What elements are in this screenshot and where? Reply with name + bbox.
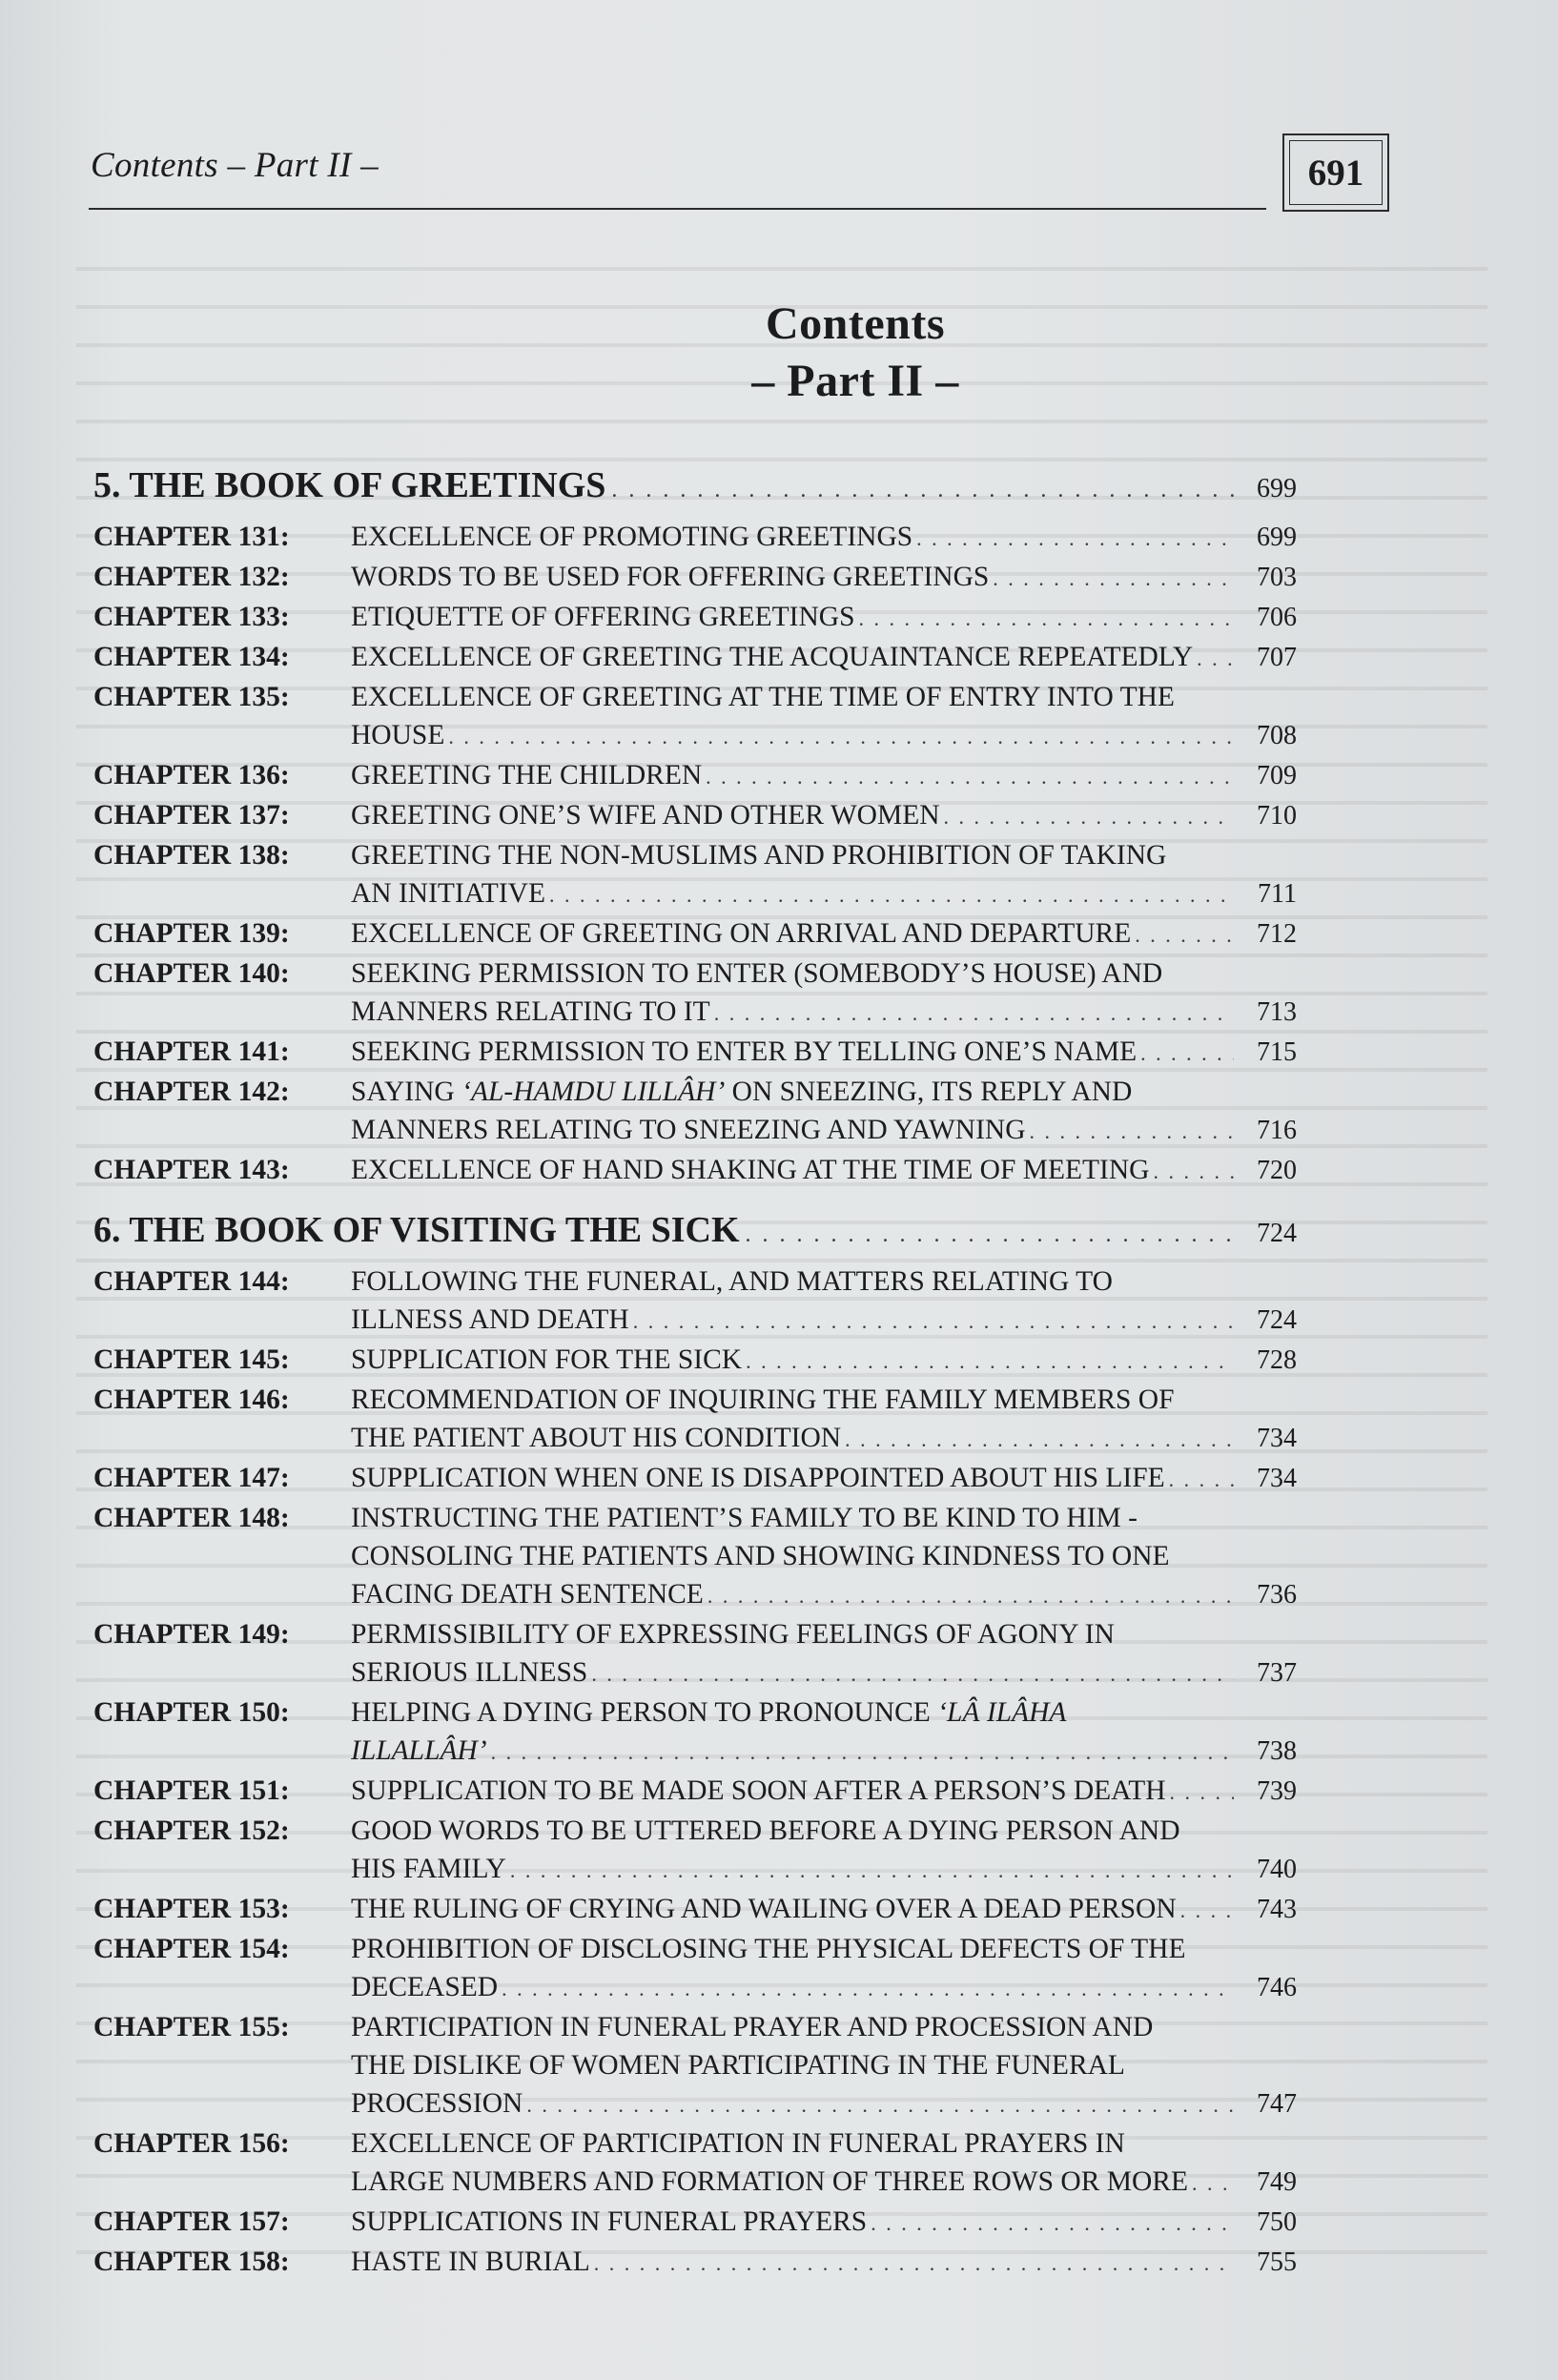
chapter-title: [351, 836, 1297, 914]
chapter-title: [351, 2124, 1297, 2203]
chapter-page-number: 699: [1257, 523, 1297, 552]
book-heading: [93, 463, 1297, 512]
chapter-page-number: 749: [1257, 2167, 1297, 2197]
chapter-title-line: THE RULING OF CRYING AND WAILING OVER A DEAD PERSON: [351, 1894, 1177, 1924]
toc-entry: [93, 756, 1297, 796]
chapter-title-line: HOUSE: [351, 720, 445, 750]
toc-entry: [93, 1341, 1297, 1381]
chapter-title-last-line: [351, 756, 1297, 796]
dot-leader: [448, 718, 1234, 756]
book-title: 5. THE BOOK OF GREETINGS: [93, 465, 606, 505]
chapter-label: CHAPTER 150:: [93, 1697, 290, 1728]
chapter-page-number: 739: [1257, 1776, 1297, 1806]
chapter-page-number: 755: [1257, 2247, 1297, 2277]
toc-entry: [93, 558, 1297, 598]
chapter-page-number: 712: [1257, 919, 1297, 949]
dot-leader: [993, 560, 1234, 598]
chapter-page-number: 709: [1257, 761, 1297, 790]
toc-entry: [93, 1615, 1297, 1693]
toc-entry: [93, 2203, 1297, 2243]
chapter-page-number: 747: [1257, 2089, 1297, 2119]
chapter-page-number: 710: [1257, 801, 1297, 831]
toc-entry: [93, 1890, 1297, 1930]
dot-leader: [1180, 1892, 1234, 1930]
chapter-title: [351, 1459, 1297, 1499]
chapter-title-last-line: [351, 1732, 1297, 1772]
chapter-title-line: RECOMMENDATION OF INQUIRING THE FAMILY MEMBERS OF: [351, 1385, 1175, 1415]
chapter-label: CHAPTER 145:: [93, 1344, 290, 1375]
dot-leader: [510, 1852, 1234, 1890]
toc-entry: [93, 796, 1297, 836]
chapter-label: CHAPTER 148:: [93, 1503, 290, 1533]
chapter-page-number: 737: [1257, 1658, 1297, 1688]
chapter-title-line: INSTRUCTING THE PATIENT’S FAMILY TO BE KIND TO HIM -: [351, 1503, 1138, 1533]
toc-entry: [93, 914, 1297, 954]
book-page-number: 724: [1257, 1219, 1297, 1248]
chapter-page-number: 750: [1257, 2207, 1297, 2237]
chapter-page-number: 734: [1257, 1424, 1297, 1453]
toc-entry: [93, 1772, 1297, 1812]
chapter-title-line: ETIQUETTE OF OFFERING GREETINGS: [351, 602, 855, 632]
chapter-title: [351, 678, 1297, 756]
chapter-title-line: SUPPLICATION TO BE MADE SOON AFTER A PERSON’S DEATH: [351, 1775, 1166, 1806]
chapter-title-line: SAYING ‘AL-HAMDU LILLÂH’ ON SNEEZING, ITS REPLY AND: [351, 1077, 1133, 1107]
dot-leader: [611, 468, 1241, 512]
chapter-title: [351, 1812, 1297, 1890]
chapter-title-line: DECEASED: [351, 1972, 499, 2002]
chapter-title-last-line: [351, 1772, 1297, 1812]
chapter-title: [351, 1499, 1297, 1615]
running-header: Contents – Part II –: [91, 146, 379, 185]
chapter-title-last-line: [351, 518, 1297, 558]
toc-entry: [93, 1499, 1297, 1615]
dot-leader: [746, 1213, 1241, 1257]
chapter-label: CHAPTER 156:: [93, 2128, 290, 2159]
toc-entry: [93, 836, 1297, 914]
chapter-title-last-line: [351, 1575, 1297, 1615]
chapter-title: [351, 518, 1297, 558]
chapter-title: [351, 2243, 1297, 2283]
chapter-title-last-line: [351, 558, 1297, 598]
chapter-page-number: 716: [1257, 1116, 1297, 1145]
toc-entry: [93, 954, 1297, 1033]
chapter-page-number: 713: [1257, 997, 1297, 1027]
toc-entry: [93, 1381, 1297, 1459]
chapter-title-line: THE DISLIKE OF WOMEN PARTICIPATING IN THE FUNERAL: [351, 2050, 1125, 2081]
toc-entry: [93, 1459, 1297, 1499]
chapter-title: [351, 1615, 1297, 1693]
chapter-title-last-line: [351, 1151, 1297, 1191]
chapter-label: CHAPTER 153:: [93, 1894, 290, 1924]
chapter-title-line: HIS FAMILY: [351, 1854, 506, 1884]
dot-leader: [594, 2245, 1234, 2283]
header-rule: [89, 208, 1266, 210]
chapter-page-number: 734: [1257, 1464, 1297, 1493]
chapter-label: CHAPTER 140:: [93, 958, 290, 989]
chapter-title-line: GREETING THE NON-MUSLIMS AND PROHIBITION OF TAKING: [351, 840, 1167, 871]
chapter-title-line: SUPPLICATION FOR THE SICK: [351, 1344, 743, 1375]
dot-leader: [859, 600, 1234, 638]
dot-leader: [714, 995, 1234, 1033]
chapter-title-line: ILLNESS AND DEATH: [351, 1304, 629, 1335]
chapter-title: [351, 1262, 1297, 1341]
chapter-title: [351, 1381, 1297, 1459]
chapter-label: CHAPTER 136:: [93, 760, 290, 790]
chapter-title: [351, 1151, 1297, 1191]
chapter-page-number: 706: [1257, 603, 1297, 632]
toc-entry: [93, 598, 1297, 638]
chapter-title: [351, 2203, 1297, 2243]
chapter-title-last-line: [351, 1341, 1297, 1381]
chapter-title-line: EXCELLENCE OF GREETING AT THE TIME OF ENTRY INTO THE: [351, 682, 1175, 712]
chapter-title-last-line: [351, 716, 1297, 756]
chapter-title-last-line: [351, 598, 1297, 638]
chapter-title-line: WORDS TO BE USED FOR OFFERING GREETINGS: [351, 562, 990, 592]
page-title: Contents: [765, 298, 945, 349]
chapter-title-line: HASTE IN BURIAL: [351, 2247, 590, 2277]
dot-leader: [871, 2205, 1234, 2243]
chapter-page-number: 711: [1258, 879, 1297, 909]
chapter-page-number: 746: [1257, 1973, 1297, 2002]
dot-leader: [1030, 1113, 1234, 1151]
dot-leader: [591, 1655, 1234, 1693]
chapter-label: CHAPTER 154:: [93, 1934, 290, 1964]
dot-leader: [944, 798, 1234, 836]
chapter-title-line: EXCELLENCE OF PROMOTING GREETINGS: [351, 522, 913, 552]
chapter-page-number: 715: [1257, 1037, 1297, 1067]
chapter-label: CHAPTER 143:: [93, 1155, 290, 1185]
dot-leader: [1197, 640, 1234, 678]
chapter-title-last-line: [351, 2243, 1297, 2283]
chapter-title-line: FACING DEATH SENTENCE: [351, 1579, 704, 1610]
chapter-label: CHAPTER 147:: [93, 1463, 290, 1493]
chapter-page-number: 707: [1257, 643, 1297, 672]
chapter-label: CHAPTER 131:: [93, 522, 290, 552]
toc-entry: [93, 1812, 1297, 1890]
dot-leader: [1170, 1774, 1234, 1812]
chapter-title-last-line: [351, 993, 1297, 1033]
chapter-title-line: PROHIBITION OF DISCLOSING THE PHYSICAL DEFECTS OF THE: [351, 1934, 1186, 1964]
chapter-title-line: SUPPLICATIONS IN FUNERAL PRAYERS: [351, 2206, 868, 2237]
chapter-label: CHAPTER 151:: [93, 1775, 290, 1806]
dot-leader: [502, 1970, 1234, 2008]
chapter-title-last-line: [351, 1968, 1297, 2008]
chapter-title-last-line: [351, 874, 1297, 914]
toc-entry: [93, 2008, 1297, 2124]
chapter-title-line: THE PATIENT ABOUT HIS CONDITION: [351, 1423, 842, 1453]
chapter-title-line: GOOD WORDS TO BE UTTERED BEFORE A DYING PERSON AND: [351, 1816, 1180, 1846]
chapter-title-last-line: [351, 2084, 1297, 2124]
toc-entry: [93, 518, 1297, 558]
chapter-title-last-line: [351, 638, 1297, 678]
toc-entry: [93, 1033, 1297, 1073]
chapter-title-last-line: [351, 1850, 1297, 1890]
chapter-title-line: LARGE NUMBERS AND FORMATION OF THREE ROWS OR MORE: [351, 2166, 1188, 2197]
chapter-title-last-line: [351, 2203, 1297, 2243]
chapter-title: [351, 914, 1297, 954]
chapter-title: [351, 796, 1297, 836]
dot-leader: [706, 758, 1234, 796]
dot-leader: [633, 1303, 1234, 1341]
dot-leader: [1153, 1153, 1234, 1191]
chapter-label: CHAPTER 144:: [93, 1266, 290, 1297]
chapter-title-line: EXCELLENCE OF GREETING THE ACQUAINTANCE REPEATEDLY: [351, 642, 1194, 672]
chapter-title-line: SUPPLICATION WHEN ONE IS DISAPPOINTED ABOUT HIS LIFE: [351, 1463, 1165, 1493]
chapter-title-last-line: [351, 1033, 1297, 1073]
chapter-page-number: 724: [1257, 1305, 1297, 1335]
chapter-label: CHAPTER 149:: [93, 1619, 290, 1650]
chapter-title-last-line: [351, 1890, 1297, 1930]
chapter-label: CHAPTER 134:: [93, 642, 290, 672]
chapter-title-line: MANNERS RELATING TO IT: [351, 996, 710, 1027]
chapter-title-last-line: [351, 796, 1297, 836]
book-heading: [93, 1208, 1297, 1257]
chapter-title-line: MANNERS RELATING TO SNEEZING AND YAWNING: [351, 1115, 1026, 1145]
section-spacer: [93, 1191, 1297, 1208]
chapter-title: [351, 2008, 1297, 2124]
chapter-label: CHAPTER 135:: [93, 682, 290, 712]
chapter-title-line: SEEKING PERMISSION TO ENTER BY TELLING ONE’S NAME: [351, 1036, 1138, 1067]
chapter-title: [351, 1073, 1297, 1151]
chapter-label: CHAPTER 137:: [93, 800, 290, 831]
chapter-label: CHAPTER 146:: [93, 1385, 290, 1415]
toc-entry: [93, 2243, 1297, 2283]
chapter-label: CHAPTER 141:: [93, 1036, 290, 1067]
chapter-title: [351, 1890, 1297, 1930]
chapter-page-number: 708: [1257, 721, 1297, 750]
chapter-page-number: 738: [1257, 1736, 1297, 1766]
page-subtitle: – Part II –: [751, 356, 959, 406]
toc-entry: [93, 1262, 1297, 1341]
toc-entry: [93, 1930, 1297, 2008]
chapter-label: CHAPTER 155:: [93, 2012, 290, 2042]
chapter-title: [351, 1930, 1297, 2008]
chapter-label: CHAPTER 139:: [93, 918, 290, 949]
dot-leader: [549, 876, 1234, 914]
chapter-title-line: SEEKING PERMISSION TO ENTER (SOMEBODY’S HOUSE) AND: [351, 958, 1163, 989]
chapter-title-line: EXCELLENCE OF GREETING ON ARRIVAL AND DEPARTURE: [351, 918, 1132, 949]
chapter-title-line: AN INITIATIVE: [351, 878, 545, 909]
chapter-title-line: PARTICIPATION IN FUNERAL PRAYER AND PROCESSION AND: [351, 2012, 1154, 2042]
toc-entry: [93, 1151, 1297, 1191]
chapter-title-line: PROCESSION: [351, 2088, 523, 2119]
chapter-label: CHAPTER 158:: [93, 2247, 290, 2277]
chapter-title-last-line: [351, 1301, 1297, 1341]
chapter-title: [351, 598, 1297, 638]
dot-leader: [1140, 1035, 1234, 1073]
chapter-page-number: 736: [1257, 1580, 1297, 1610]
chapter-page-number: 740: [1257, 1855, 1297, 1884]
chapter-label: CHAPTER 132:: [93, 562, 290, 592]
chapter-title-line: PERMISSIBILITY OF EXPRESSING FEELINGS OF AGONY IN: [351, 1619, 1115, 1650]
chapter-title: [351, 1772, 1297, 1812]
chapter-title: [351, 558, 1297, 598]
book-page-number: 699: [1257, 474, 1297, 503]
toc-entry: [93, 638, 1297, 678]
chapter-title-line: FOLLOWING THE FUNERAL, AND MATTERS RELATING TO: [351, 1266, 1113, 1297]
dot-leader: [746, 1343, 1234, 1381]
chapter-label: CHAPTER 138:: [93, 840, 290, 871]
chapter-title-last-line: [351, 1653, 1297, 1693]
chapter-page-number: 743: [1257, 1895, 1297, 1924]
chapter-title-line: GREETING ONE’S WIFE AND OTHER WOMEN: [351, 800, 940, 831]
chapter-title-line: HELPING A DYING PERSON TO PRONOUNCE ‘LÂ ILÂHA: [351, 1697, 1067, 1728]
chapter-page-number: 703: [1257, 563, 1297, 592]
chapter-title-line: SERIOUS ILLNESS: [351, 1657, 588, 1688]
chapter-title: [351, 1693, 1297, 1772]
chapter-title-last-line: [351, 1111, 1297, 1151]
toc-entry: [93, 1073, 1297, 1151]
chapter-title: [351, 954, 1297, 1033]
dot-leader: [1135, 916, 1234, 954]
chapter-label: CHAPTER 133:: [93, 602, 290, 632]
chapter-title-line: EXCELLENCE OF PARTICIPATION IN FUNERAL PRAYERS IN: [351, 2128, 1125, 2159]
chapter-title-last-line: [351, 2163, 1297, 2203]
toc-entry: [93, 2124, 1297, 2203]
page-number-box: [1282, 133, 1389, 212]
chapter-title-line: GREETING THE CHILDREN: [351, 760, 703, 790]
chapter-title: [351, 1033, 1297, 1073]
chapter-title-line: ILLALLÂH’: [351, 1735, 487, 1766]
chapter-title: [351, 756, 1297, 796]
chapter-page-number: 728: [1257, 1345, 1297, 1375]
dot-leader: [491, 1734, 1234, 1772]
chapter-title-line: EXCELLENCE OF HAND SHAKING AT THE TIME OF MEETING: [351, 1155, 1150, 1185]
chapter-label: CHAPTER 157:: [93, 2206, 290, 2237]
chapter-title-last-line: [351, 1419, 1297, 1459]
chapter-title-last-line: [351, 914, 1297, 954]
chapter-title: [351, 638, 1297, 678]
dot-leader: [526, 2086, 1234, 2124]
chapter-title-last-line: [351, 1459, 1297, 1499]
chapter-label: CHAPTER 142:: [93, 1077, 290, 1107]
chapter-title: [351, 1341, 1297, 1381]
chapter-label: CHAPTER 152:: [93, 1816, 290, 1846]
dot-leader: [1192, 2165, 1234, 2203]
dot-leader: [1169, 1461, 1234, 1499]
chapter-page-number: 720: [1257, 1156, 1297, 1185]
book-title: 6. THE BOOK OF VISITING THE SICK: [93, 1210, 740, 1250]
dot-leader: [707, 1577, 1234, 1615]
page-number: 691: [1289, 140, 1383, 205]
toc-entry: [93, 678, 1297, 756]
chapter-title-line: CONSOLING THE PATIENTS AND SHOWING KINDNESS TO ONE: [351, 1541, 1170, 1571]
toc-entry: [93, 1693, 1297, 1772]
dot-leader: [845, 1421, 1234, 1459]
table-of-contents: [93, 463, 1297, 2283]
dot-leader: [916, 520, 1234, 558]
